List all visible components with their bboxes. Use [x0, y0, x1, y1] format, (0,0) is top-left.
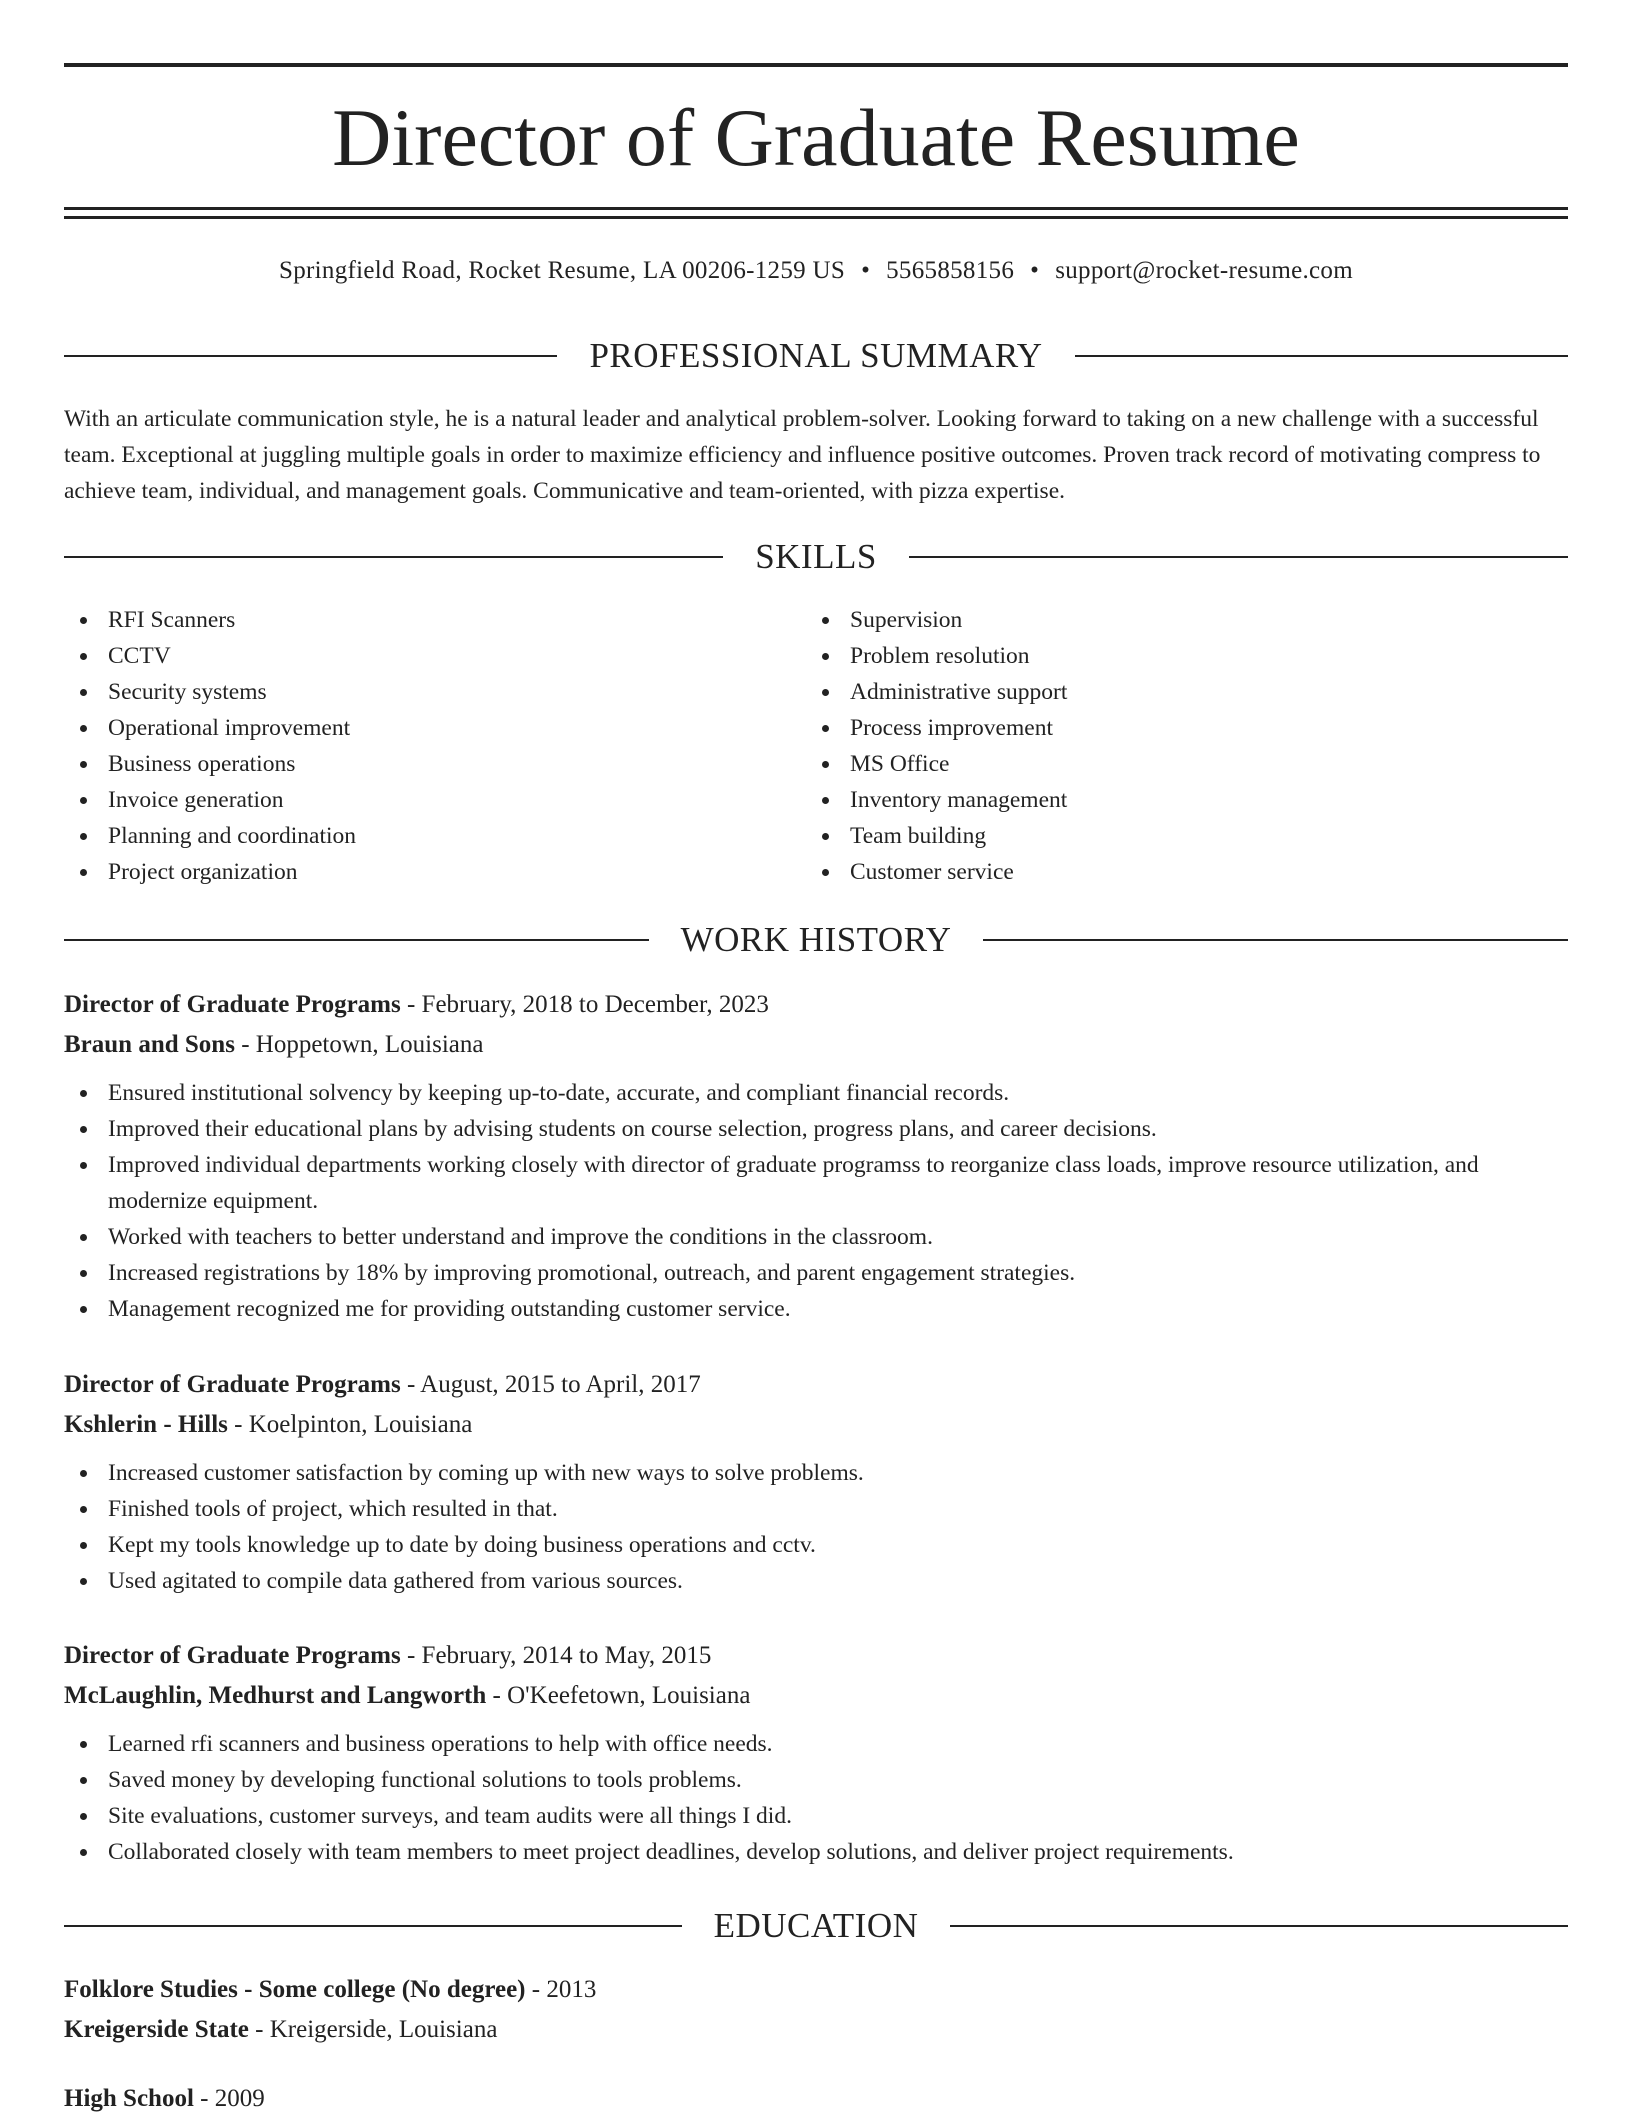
job-bullet: Increased registrations by 18% by improving promotional, outreach, and parent engagement strategies. — [64, 1255, 1568, 1291]
heading-rule-left — [64, 355, 557, 357]
job-bullet: Collaborated closely with team members to meet project deadlines, develop solutions, and deliver project requirements. — [64, 1834, 1568, 1870]
job-location: - O'Keefetown, Louisiana — [486, 1682, 751, 1709]
contact-phone: 5565858156 — [886, 257, 1015, 284]
education-school-line — [64, 2010, 1568, 2050]
summary-text: With an articulate communication style, he is a natural leader and analytical problem-solver. Looking forward to taking on a new challenge with a successful team. Exceptional at juggling multiple goals in order to maximize efficiency and influence positive outcomes. Proven track record of motivating compress to achieve team, individual, and management goals. Communicative and team-oriented, with pizza expertise. — [64, 406, 1541, 504]
skill-item: Customer service — [806, 854, 1548, 890]
job-location: - Hoppetown, Louisiana — [234, 1031, 484, 1058]
skill-item: RFI Scanners — [64, 602, 806, 638]
heading-rule-left — [64, 556, 723, 558]
skill-item: Security systems — [64, 674, 806, 710]
skill-item: Planning and coordination — [64, 818, 806, 854]
job-entry — [64, 985, 1568, 1327]
education-year: - 2009 — [193, 2085, 265, 2112]
job-bullet: Used agitated to compile data gathered from various sources. — [64, 1563, 1568, 1599]
skill-item: Business operations — [64, 746, 806, 782]
job-entry — [64, 1365, 1568, 1599]
title-double-rule — [64, 207, 1568, 219]
heading-rule-right — [950, 1925, 1568, 1927]
job-title: Director of Graduate Programs — [64, 1371, 401, 1398]
skill-item: Inventory management — [806, 782, 1548, 818]
job-company-line — [64, 1405, 1568, 1445]
skill-item: Administrative support — [806, 674, 1548, 710]
job-company: Kshlerin - Hills — [64, 1411, 228, 1438]
education-degree-line — [64, 2079, 1568, 2119]
heading-rule-right — [909, 556, 1568, 558]
education-entry — [64, 2079, 1568, 2119]
job-bullets — [64, 1455, 1568, 1599]
skill-item: Team building — [806, 818, 1548, 854]
job-title-line — [64, 1636, 1568, 1676]
heading-rule-right — [1075, 355, 1568, 357]
skill-item: Project organization — [64, 854, 806, 890]
skills-column-left — [64, 602, 806, 890]
job-bullet: Improved their educational plans by advising students on course selection, progress plans, and career decisions. — [64, 1111, 1568, 1147]
job-company: Braun and Sons — [64, 1031, 235, 1058]
skill-item: Supervision — [806, 602, 1548, 638]
job-company-line — [64, 1025, 1568, 1065]
heading-rule-left — [64, 1925, 682, 1927]
job-bullet: Finished tools of project, which resulted in that. — [64, 1491, 1568, 1527]
heading-rule-left — [64, 939, 649, 941]
contact-separator: • — [1030, 257, 1040, 284]
skill-item: MS Office — [806, 746, 1548, 782]
education-entry — [64, 1970, 1568, 2050]
job-bullet: Increased customer satisfaction by coming up with new ways to solve problems. — [64, 1455, 1568, 1491]
job-bullet: Improved individual departments working closely with director of graduate programss to reorganize class loads, improve resource utilization, and modernize equipment. — [64, 1147, 1568, 1219]
job-entry — [64, 1636, 1568, 1870]
work-heading-label: WORK HISTORY — [680, 920, 952, 959]
work-section-heading — [64, 920, 1568, 960]
job-bullet: Learned rfi scanners and business operations to help with office needs. — [64, 1726, 1568, 1762]
job-title: Director of Graduate Programs — [64, 991, 401, 1018]
education-degree-line — [64, 1970, 1568, 2010]
job-title: Director of Graduate Programs — [64, 1642, 401, 1669]
education-school: Kreigerside State — [64, 2016, 249, 2043]
education-section-heading — [64, 1906, 1568, 1946]
summary-section-heading — [64, 336, 1568, 376]
skill-item: Operational improvement — [64, 710, 806, 746]
job-company: McLaughlin, Medhurst and Langworth — [64, 1682, 487, 1709]
contact-separator: • — [861, 257, 871, 284]
job-bullet: Kept my tools knowledge up to date by doing business operations and cctv. — [64, 1527, 1568, 1563]
education-degree: Folklore Studies - Some college (No degree) — [64, 1976, 526, 2003]
job-dates: - February, 2018 to December, 2023 — [400, 991, 769, 1018]
job-bullet: Ensured institutional solvency by keeping up-to-date, accurate, and compliant financial records. — [64, 1075, 1568, 1111]
skill-item: Problem resolution — [806, 638, 1548, 674]
education-year: - 2013 — [525, 1976, 597, 2003]
skills-column-right — [806, 602, 1548, 890]
skill-item: Invoice generation — [64, 782, 806, 818]
skills-heading-label: SKILLS — [755, 537, 877, 576]
job-bullet: Site evaluations, customer surveys, and team audits were all things I did. — [64, 1798, 1568, 1834]
skill-item: CCTV — [64, 638, 806, 674]
job-dates: - August, 2015 to April, 2017 — [400, 1371, 701, 1398]
top-rule — [64, 63, 1568, 67]
education-location: - Kreigerside, Louisiana — [248, 2016, 498, 2043]
job-bullet: Saved money by developing functional solutions to tools problems. — [64, 1762, 1568, 1798]
job-dates: - February, 2014 to May, 2015 — [400, 1642, 712, 1669]
job-title-line — [64, 1365, 1568, 1405]
summary-heading-label: PROFESSIONAL SUMMARY — [589, 336, 1043, 375]
skills-list — [64, 602, 1568, 890]
contact-address: Springfield Road, Rocket Resume, LA 00206-1259 US — [279, 257, 846, 284]
contact-email: support@rocket-resume.com — [1055, 257, 1353, 284]
job-bullet: Management recognized me for providing outstanding customer service. — [64, 1291, 1568, 1327]
job-bullets — [64, 1075, 1568, 1327]
job-bullets — [64, 1726, 1568, 1870]
education-degree: High School — [64, 2085, 194, 2112]
heading-rule-right — [983, 939, 1568, 941]
contact-line — [64, 255, 1568, 287]
job-title-line — [64, 985, 1568, 1025]
skill-item: Process improvement — [806, 710, 1548, 746]
resume-title: Director of Graduate Resume — [332, 92, 1300, 183]
job-company-line — [64, 1676, 1568, 1716]
skills-section-heading — [64, 537, 1568, 577]
job-bullet: Worked with teachers to better understand and improve the conditions in the classroom. — [64, 1219, 1568, 1255]
job-location: - Koelpinton, Louisiana — [227, 1411, 473, 1438]
education-heading-label: EDUCATION — [713, 1906, 919, 1945]
